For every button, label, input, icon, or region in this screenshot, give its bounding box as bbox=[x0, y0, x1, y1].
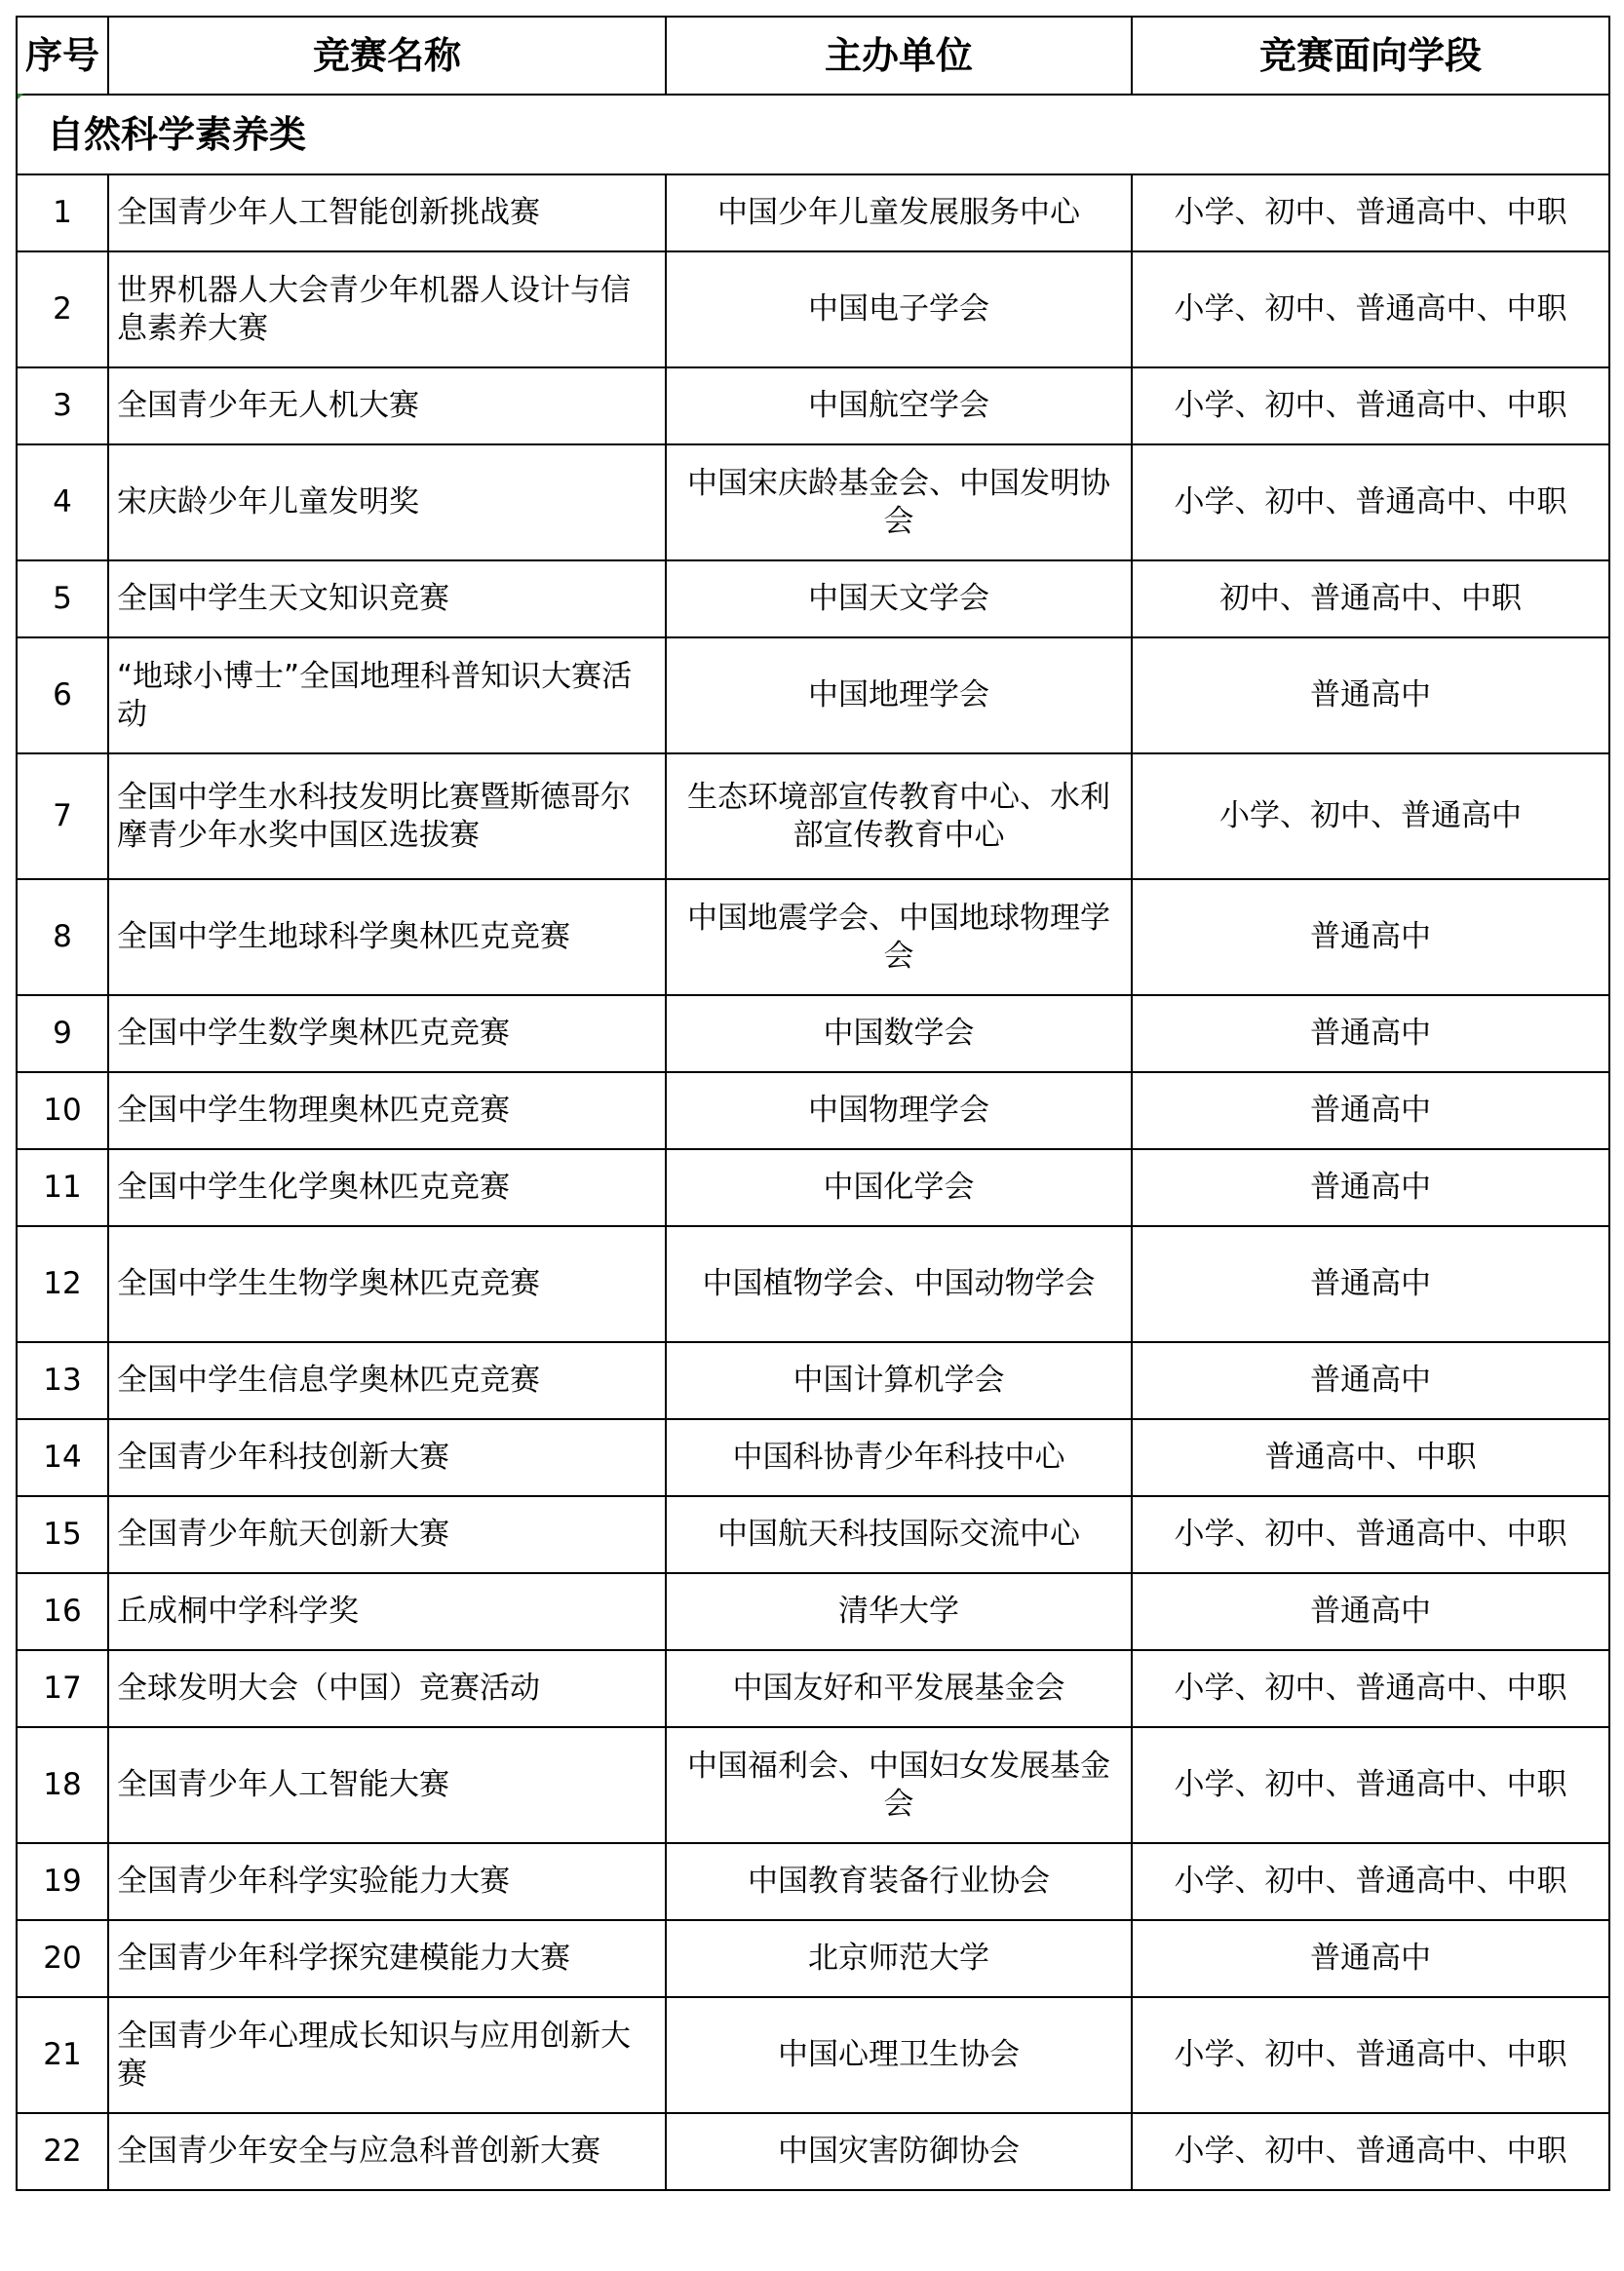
table-row bbox=[17, 1650, 1609, 1727]
education-level: 普通高中 bbox=[1132, 1226, 1609, 1342]
row-number: 6 bbox=[17, 637, 108, 753]
table-row bbox=[17, 879, 1609, 995]
education-level: 小学、初中、普通高中、中职 bbox=[1132, 1727, 1609, 1843]
table-row bbox=[17, 1920, 1609, 1997]
education-level: 小学、初中、普通高中、中职 bbox=[1132, 1496, 1609, 1573]
education-level: 小学、初中、普通高中、中职 bbox=[1132, 1997, 1609, 2113]
table-row bbox=[17, 1997, 1609, 2113]
table-row bbox=[17, 2113, 1609, 2190]
category-label: 自然科学素养类 bbox=[17, 95, 1609, 174]
organizer-name: 中国地震学会、中国地球物理学会 bbox=[666, 879, 1132, 995]
organizer-name: 中国心理卫生协会 bbox=[666, 1997, 1132, 2113]
row-number: 21 bbox=[17, 1997, 108, 2113]
row-number: 13 bbox=[17, 1342, 108, 1419]
table-row bbox=[17, 637, 1609, 753]
competition-name: 全国青少年心理成长知识与应用创新大赛 bbox=[108, 1997, 666, 2113]
row-number: 20 bbox=[17, 1920, 108, 1997]
education-level: 普通高中 bbox=[1132, 1573, 1609, 1650]
education-level: 小学、初中、普通高中、中职 bbox=[1132, 1650, 1609, 1727]
competition-name: 全国青少年航天创新大赛 bbox=[108, 1496, 666, 1573]
row-number: 14 bbox=[17, 1419, 108, 1496]
organizer-name: 中国计算机学会 bbox=[666, 1342, 1132, 1419]
competition-name: 全国青少年无人机大赛 bbox=[108, 367, 666, 444]
table-row bbox=[17, 1149, 1609, 1226]
table-row bbox=[17, 1226, 1609, 1342]
education-level: 小学、初中、普通高中、中职 bbox=[1132, 2113, 1609, 2190]
competition-name: 全国中学生地球科学奥林匹克竞赛 bbox=[108, 879, 666, 995]
row-number: 17 bbox=[17, 1650, 108, 1727]
table-row bbox=[17, 753, 1609, 879]
organizer-name: 中国少年儿童发展服务中心 bbox=[666, 174, 1132, 251]
education-level: 小学、初中、普通高中 bbox=[1132, 753, 1609, 879]
table-row bbox=[17, 1496, 1609, 1573]
organizer-name: 中国化学会 bbox=[666, 1149, 1132, 1226]
education-level: 小学、初中、普通高中、中职 bbox=[1132, 1843, 1609, 1920]
row-number: 11 bbox=[17, 1149, 108, 1226]
organizer-name: 北京师范大学 bbox=[666, 1920, 1132, 1997]
competition-name: 全球发明大会（中国）竞赛活动 bbox=[108, 1650, 666, 1727]
education-level: 小学、初中、普通高中、中职 bbox=[1132, 367, 1609, 444]
table-row bbox=[17, 251, 1609, 367]
table-row bbox=[17, 1843, 1609, 1920]
organizer-name: 中国宋庆龄基金会、中国发明协会 bbox=[666, 444, 1132, 560]
competition-name: 全国青少年安全与应急科普创新大赛 bbox=[108, 2113, 666, 2190]
competition-name: 全国中学生物理奥林匹克竞赛 bbox=[108, 1072, 666, 1149]
row-number: 3 bbox=[17, 367, 108, 444]
row-number: 15 bbox=[17, 1496, 108, 1573]
education-level: 小学、初中、普通高中、中职 bbox=[1132, 174, 1609, 251]
cell-comment-marker bbox=[18, 94, 23, 99]
table-row bbox=[17, 444, 1609, 560]
row-number: 7 bbox=[17, 753, 108, 879]
competition-name: 全国中学生生物学奥林匹克竞赛 bbox=[108, 1226, 666, 1342]
row-number: 10 bbox=[17, 1072, 108, 1149]
organizer-name: 中国教育装备行业协会 bbox=[666, 1843, 1132, 1920]
education-level: 普通高中 bbox=[1132, 995, 1609, 1072]
organizer-name: 清华大学 bbox=[666, 1573, 1132, 1650]
table-row bbox=[17, 1727, 1609, 1843]
education-level: 普通高中 bbox=[1132, 1920, 1609, 1997]
competition-name: 全国中学生数学奥林匹克竞赛 bbox=[108, 995, 666, 1072]
education-level: 小学、初中、普通高中、中职 bbox=[1132, 251, 1609, 367]
table-header bbox=[17, 17, 1609, 95]
organizer-name: 中国友好和平发展基金会 bbox=[666, 1650, 1132, 1727]
competition-name: “地球小博士”全国地理科普知识大赛活动 bbox=[108, 637, 666, 753]
table-row bbox=[17, 1419, 1609, 1496]
header-no: 序号 bbox=[17, 17, 108, 95]
table-row bbox=[17, 995, 1609, 1072]
education-level: 普通高中 bbox=[1132, 879, 1609, 995]
education-level: 普通高中、中职 bbox=[1132, 1419, 1609, 1496]
row-number: 2 bbox=[17, 251, 108, 367]
header-organizer: 主办单位 bbox=[666, 17, 1132, 95]
competition-name: 世界机器人大会青少年机器人设计与信息素养大赛 bbox=[108, 251, 666, 367]
row-number: 4 bbox=[17, 444, 108, 560]
row-number: 1 bbox=[17, 174, 108, 251]
competition-name: 全国中学生化学奥林匹克竞赛 bbox=[108, 1149, 666, 1226]
competition-name: 全国青少年科学探究建模能力大赛 bbox=[108, 1920, 666, 1997]
education-level: 普通高中 bbox=[1132, 1342, 1609, 1419]
row-number: 5 bbox=[17, 560, 108, 637]
education-level: 普通高中 bbox=[1132, 1149, 1609, 1226]
organizer-name: 中国物理学会 bbox=[666, 1072, 1132, 1149]
row-number: 19 bbox=[17, 1843, 108, 1920]
organizer-name: 中国天文学会 bbox=[666, 560, 1132, 637]
competition-name: 全国青少年人工智能大赛 bbox=[108, 1727, 666, 1843]
organizer-name: 中国电子学会 bbox=[666, 251, 1132, 367]
table-row bbox=[17, 560, 1609, 637]
organizer-name: 中国灾害防御协会 bbox=[666, 2113, 1132, 2190]
row-number: 18 bbox=[17, 1727, 108, 1843]
organizer-name: 中国数学会 bbox=[666, 995, 1132, 1072]
organizer-name: 中国科协青少年科技中心 bbox=[666, 1419, 1132, 1496]
organizer-name: 中国植物学会、中国动物学会 bbox=[666, 1226, 1132, 1342]
header-name: 竞赛名称 bbox=[108, 17, 666, 95]
competition-name: 全国中学生信息学奥林匹克竞赛 bbox=[108, 1342, 666, 1419]
organizer-name: 中国航空学会 bbox=[666, 367, 1132, 444]
competition-name: 全国青少年人工智能创新挑战赛 bbox=[108, 174, 666, 251]
competition-name: 全国中学生水科技发明比赛暨斯德哥尔摩青少年水奖中国区选拔赛 bbox=[108, 753, 666, 879]
row-number: 12 bbox=[17, 1226, 108, 1342]
organizer-name: 中国地理学会 bbox=[666, 637, 1132, 753]
table-body bbox=[17, 95, 1609, 2190]
education-level: 小学、初中、普通高中、中职 bbox=[1132, 444, 1609, 560]
table-row bbox=[17, 1342, 1609, 1419]
competition-name: 全国青少年科学实验能力大赛 bbox=[108, 1843, 666, 1920]
row-number: 22 bbox=[17, 2113, 108, 2190]
table-row bbox=[17, 1573, 1609, 1650]
competition-name: 全国中学生天文知识竞赛 bbox=[108, 560, 666, 637]
header-row bbox=[17, 17, 1609, 95]
organizer-name: 中国福利会、中国妇女发展基金会 bbox=[666, 1727, 1132, 1843]
row-number: 8 bbox=[17, 879, 108, 995]
competition-name: 丘成桐中学科学奖 bbox=[108, 1573, 666, 1650]
table-row bbox=[17, 367, 1609, 444]
category-row bbox=[17, 95, 1609, 174]
table-row bbox=[17, 1072, 1609, 1149]
education-level: 初中、普通高中、中职 bbox=[1132, 560, 1609, 637]
education-level: 普通高中 bbox=[1132, 637, 1609, 753]
organizer-name: 生态环境部宣传教育中心、水利部宣传教育中心 bbox=[666, 753, 1132, 879]
table-row bbox=[17, 174, 1609, 251]
organizer-name: 中国航天科技国际交流中心 bbox=[666, 1496, 1132, 1573]
row-number: 9 bbox=[17, 995, 108, 1072]
header-level: 竞赛面向学段 bbox=[1132, 17, 1609, 95]
row-number: 16 bbox=[17, 1573, 108, 1650]
competition-name: 宋庆龄少年儿童发明奖 bbox=[108, 444, 666, 560]
competition-name: 全国青少年科技创新大赛 bbox=[108, 1419, 666, 1496]
competition-table bbox=[16, 16, 1610, 2191]
education-level: 普通高中 bbox=[1132, 1072, 1609, 1149]
